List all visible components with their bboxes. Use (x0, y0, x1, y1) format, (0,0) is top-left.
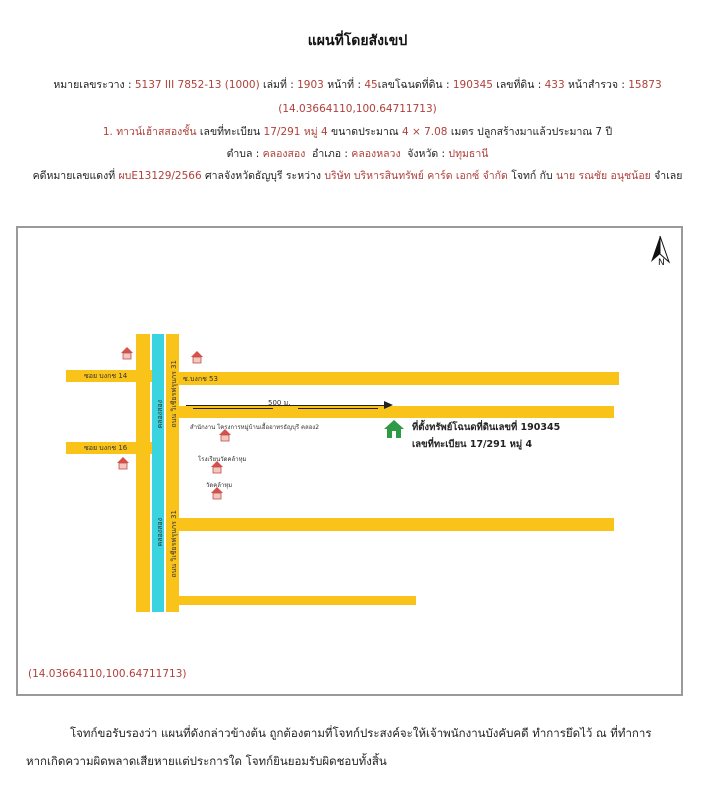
label-main-road-top: ถนน วิเชียรฟรุนกร 31 (170, 360, 178, 428)
label-canal-bottom: คลองสอง (156, 518, 164, 547)
poi-office-label: สำนักงาน โครงการหมู่บ้านเอื้ออาทรธัญบุรี คลอง2 (190, 424, 320, 431)
deed-number: 190345 (452, 79, 493, 91)
footer-line-2: หากเกิดความผิดพลาดเสียหายแต่ประการใด โจทก์ยินยอมรับผิดชอบทั้งสิ้น (26, 754, 387, 768)
label-survey: หน้าสำรวจ : (568, 79, 625, 91)
label-canal-top: คลองสอง (156, 400, 164, 429)
distance-left-line (193, 408, 273, 409)
land-number: 433 (544, 79, 565, 91)
house-icon (190, 350, 204, 364)
poi-temple-label: วัดคล้าหุม (206, 482, 233, 489)
road-left-vertical (136, 334, 150, 612)
footer-line-1: โจทก์ขอรับรองว่า แผนที่ดังกล่าวข้างต้น ถูกต้องตามที่โจทก์ประสงค์จะให้เจ้าพนักงานบังคับคดี ทำการยึดไว้ ณ ที่ทำการ (70, 726, 652, 740)
label-tambon: ตำบล : (226, 148, 260, 160)
distance-right-line (298, 408, 378, 409)
defendant-name: นาย รณชัย อนุชน้อย (555, 170, 651, 182)
distance-label: 500 ม. (268, 399, 291, 407)
arrow-right-icon (384, 401, 394, 409)
label-land: เลขที่ดิน : (496, 79, 542, 91)
label-between: ระหว่าง (285, 170, 322, 182)
label-registration: เลขที่ทะเบียน (199, 126, 261, 138)
poi-school-label: โรงเรียนวัดคล้าหุม (198, 456, 247, 463)
house-icon (120, 346, 134, 360)
amphoe: คลองหลวง (351, 148, 401, 160)
province: ปทุมธานี (448, 148, 489, 160)
label-soi-bongkot-14: ซอย บงกช 14 (84, 372, 128, 380)
property-size: 4 × 7.08 (401, 126, 448, 138)
map-info-line (0, 78, 715, 92)
road-soi-bongkot-53 (173, 372, 619, 385)
label-size: ขนาดประมาณ (331, 126, 399, 138)
label-soi-bongkot-16: ซอย บงกช 16 (84, 444, 128, 452)
label-province: จังหวัด : (407, 148, 446, 160)
label-case: คดีหมายเลขแดงที่ (32, 170, 116, 182)
survey-number: 15873 (628, 79, 662, 91)
label-page: หน้าที่ : (327, 79, 361, 91)
court-name: ศาลจังหวัดธัญบุรี (205, 170, 283, 182)
book-number: 1903 (297, 79, 324, 91)
road-lower-soi (173, 518, 614, 531)
plaintiff-suffix: โจทก์ กับ (511, 170, 553, 182)
property-line (0, 125, 715, 139)
house-icon (116, 456, 130, 470)
coordinates-line: (14.03664110,100.64711713) (278, 103, 437, 115)
map-coordinates: (14.03664110,100.64711713) (28, 668, 187, 680)
size-unit-age: เมตร ปลูกสร้างมาแล้วประมาณ 7 ปี (450, 126, 613, 138)
defendant-suffix: จำเลย (654, 170, 683, 182)
tambon: คลองสอง (262, 148, 306, 160)
sketch-map (16, 226, 683, 696)
label-deed: เลขโฉนดที่ดิน : (377, 79, 450, 91)
canal-khlong-song (152, 334, 164, 612)
target-label-registration: เลขที่ทะเบียน 17/291 หมู่ 4 (412, 439, 533, 450)
target-house-icon (384, 420, 404, 438)
label-amphoe: อำเภอ : (312, 148, 348, 160)
label-book: เล่มที่ : (263, 79, 294, 91)
location-line (0, 147, 715, 161)
label-main-road-bottom: ถนน วิเชียรฟรุนกร 31 (170, 510, 178, 578)
case-line (0, 169, 715, 183)
case-number: ผบE13129/2566 (118, 170, 202, 182)
page-number: 45 (364, 79, 378, 91)
page-title: แผนที่โดยสังเขป (307, 33, 408, 49)
map-number: 5137 III 7852-13 (1000) (134, 79, 260, 91)
property-type: 1. ทาวน์เฮ้าสสองชั้น (102, 126, 197, 138)
target-label-deed: ที่ตั้งทรัพย์โฉนดที่ดินเลขที่ 190345 (412, 422, 561, 433)
label-soi-bongkot-53: ซ.บงกช 53 (183, 375, 218, 383)
north-label: N (658, 258, 665, 268)
registration-number: 17/291 หมู่ 4 (263, 126, 328, 138)
label-map-no: หมายเลขระวาง : (53, 79, 132, 91)
plaintiff-name: บริษัท บริหารสินทรัพย์ คาร์ด เอกซ์ จำกัด (324, 170, 508, 182)
road-bottom-soi (173, 596, 416, 605)
